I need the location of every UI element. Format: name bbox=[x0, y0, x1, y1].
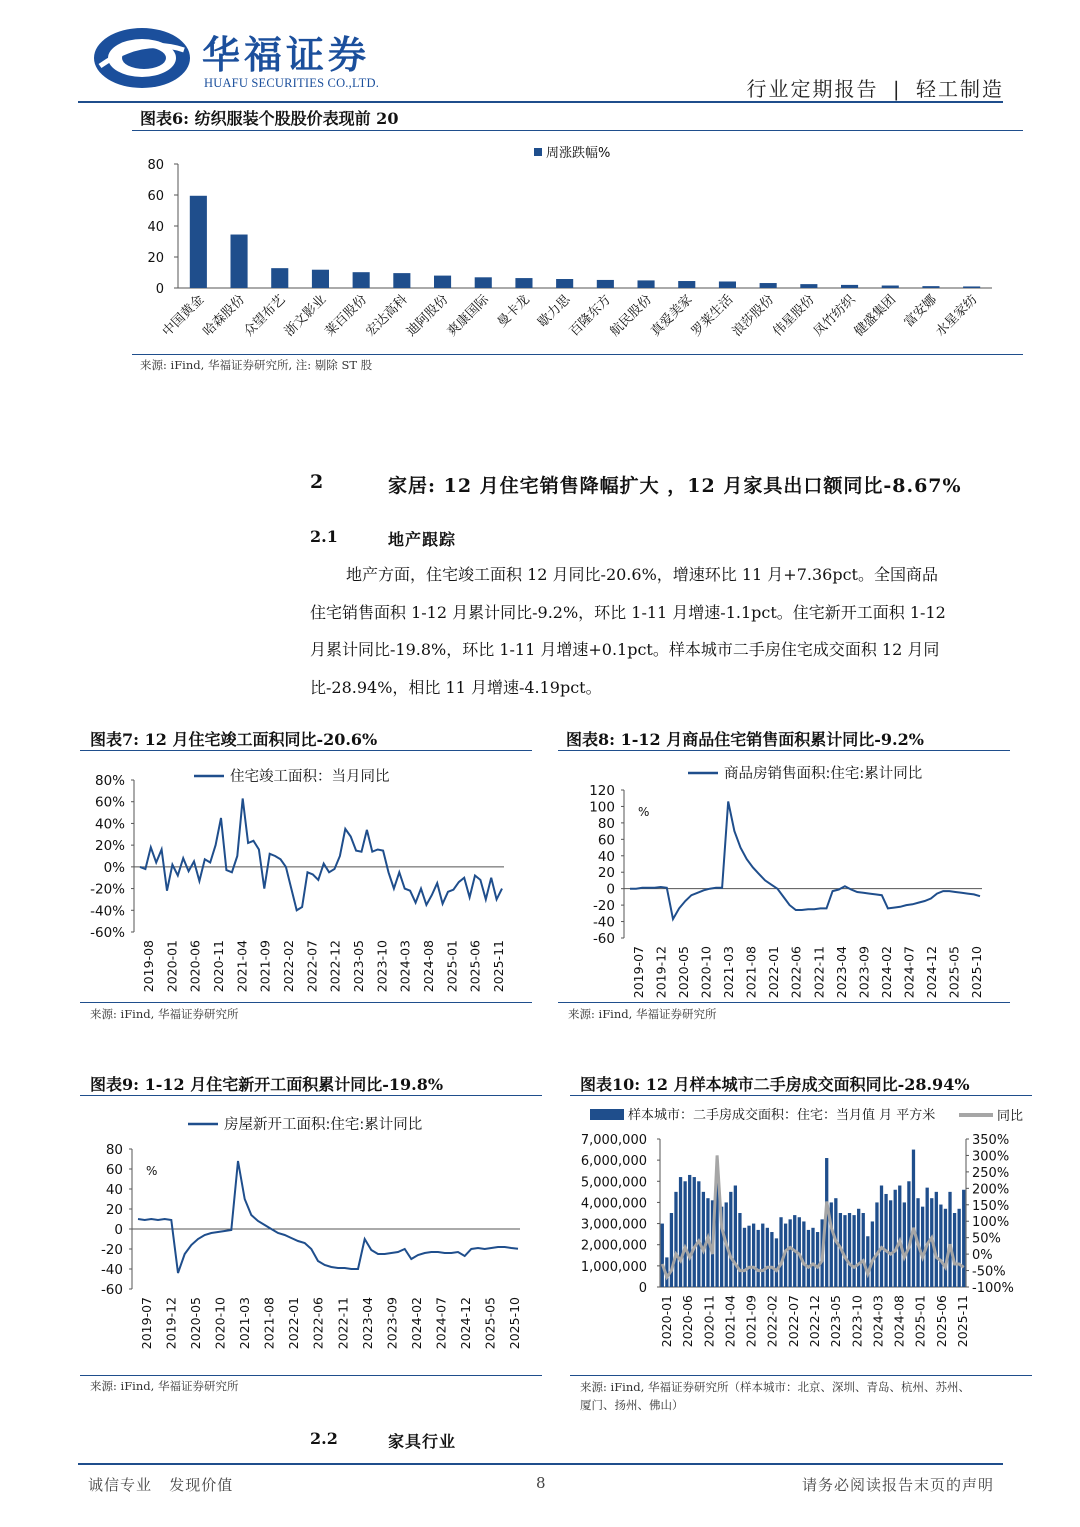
series-line bbox=[140, 799, 502, 911]
x-tick-label: 中国黄金 bbox=[159, 292, 208, 340]
x-tick-label: 2020-06 bbox=[680, 1295, 696, 1348]
bar bbox=[939, 1205, 942, 1287]
bar bbox=[597, 280, 614, 288]
y-tick-label-right: 100% bbox=[972, 1215, 1010, 1231]
y-tick-label-left: 7,000,000 bbox=[580, 1133, 647, 1148]
x-tick-label: 2023-10 bbox=[849, 1295, 865, 1348]
y-tick-label-right: -50% bbox=[972, 1264, 1006, 1280]
bar bbox=[719, 281, 736, 288]
legend-label: 同比 bbox=[997, 1109, 1024, 1124]
bar bbox=[958, 1209, 961, 1287]
x-tick-label: 2025-10 bbox=[507, 1297, 522, 1350]
bar bbox=[871, 1221, 874, 1287]
x-tick-label: 航民股份 bbox=[607, 292, 655, 340]
fig8-chart bbox=[558, 756, 1010, 1000]
fig9-chart bbox=[80, 1101, 542, 1373]
x-tick-label: 2019-12 bbox=[653, 946, 669, 999]
y-tick-label: -40 bbox=[100, 1262, 123, 1278]
y-tick-label: -20% bbox=[90, 881, 125, 898]
bar bbox=[907, 1181, 910, 1287]
y-tick-label: 120 bbox=[589, 783, 615, 799]
legend-label: 周涨跌幅% bbox=[546, 146, 611, 161]
company-name-cn: 华福证券 bbox=[202, 32, 371, 77]
fig10-chart bbox=[570, 1101, 1032, 1373]
bar bbox=[880, 1186, 883, 1287]
bar bbox=[738, 1213, 741, 1287]
y-tick-label: -40% bbox=[90, 903, 125, 920]
bar bbox=[962, 1190, 965, 1287]
legend-swatch bbox=[590, 1109, 624, 1120]
y-tick-label-left: 2,000,000 bbox=[580, 1238, 647, 1254]
x-tick-label: 2022-02 bbox=[281, 940, 296, 993]
fig7-source-rule bbox=[80, 1002, 532, 1003]
x-tick-label: 2025-05 bbox=[482, 1297, 498, 1350]
x-tick-label: 水星家纺 bbox=[933, 292, 981, 340]
report-category bbox=[747, 73, 1004, 102]
fig8-source-rule bbox=[558, 1002, 1010, 1003]
company-name-en: HUAFU SECURITIES CO.,LTD. bbox=[204, 76, 380, 90]
bar bbox=[678, 281, 695, 288]
y-tick-label-right: 50% bbox=[972, 1231, 1001, 1247]
logo-mark-icon bbox=[92, 26, 192, 90]
bar bbox=[693, 1177, 696, 1287]
x-tick-label: 真爱美家 bbox=[648, 292, 696, 340]
bar bbox=[857, 1209, 860, 1287]
y-tick-label: 0% bbox=[103, 859, 125, 876]
x-tick-label: 2024-02 bbox=[408, 1297, 424, 1350]
section2-number: 2 bbox=[310, 471, 324, 493]
y-tick-label: 20 bbox=[105, 1202, 123, 1218]
bar bbox=[935, 1192, 938, 1287]
x-tick-label: 2021-03 bbox=[237, 1297, 253, 1350]
fig8-title: 图表8: 1-12 月商品住宅销售面积累计同比-9.2% bbox=[566, 730, 924, 749]
x-tick-label: 2024-03 bbox=[397, 940, 413, 993]
x-tick-label: 2024-07 bbox=[433, 1297, 449, 1350]
x-tick-label: 2020-10 bbox=[698, 946, 714, 999]
y-tick-label: 80% bbox=[94, 773, 125, 789]
bar bbox=[271, 268, 288, 288]
y-tick-label: 60% bbox=[94, 794, 125, 811]
x-tick-label: 2021-03 bbox=[721, 946, 737, 999]
bar bbox=[761, 1224, 764, 1287]
fig6-chart bbox=[132, 136, 1022, 354]
fig10-source-line: 来源: iFind, 华福证券研究所（样本城市：北京、深圳、青岛、杭州、苏州、 bbox=[580, 1380, 970, 1394]
x-tick-label: 2025-05 bbox=[946, 946, 962, 999]
unit-label: % bbox=[146, 1164, 158, 1178]
y-tick-label-left: 1,000,000 bbox=[580, 1259, 647, 1275]
legend-label: 样本城市：二手房成交面积：住宅：当月值 月 平方米 bbox=[628, 1108, 936, 1123]
y-tick-label: -20 bbox=[100, 1242, 123, 1258]
x-tick-label: 2021-08 bbox=[743, 946, 759, 999]
bar bbox=[393, 273, 410, 288]
x-tick-label: 2023-09 bbox=[384, 1297, 400, 1350]
x-tick-label: 2020-10 bbox=[212, 1297, 228, 1350]
bar bbox=[688, 1175, 691, 1287]
x-tick-label: 2024-12 bbox=[923, 946, 939, 999]
bar bbox=[766, 1228, 769, 1287]
bar bbox=[903, 1202, 906, 1287]
y-tick-label: 60 bbox=[105, 1162, 123, 1178]
bar bbox=[894, 1190, 897, 1287]
bar bbox=[734, 1186, 737, 1287]
header-rule bbox=[78, 101, 1003, 103]
bar bbox=[775, 1238, 778, 1287]
y-tick-label: 0 bbox=[114, 1222, 123, 1238]
x-tick-label: 2021-09 bbox=[743, 1295, 759, 1348]
x-tick-label: 2019-07 bbox=[139, 1297, 154, 1350]
unit-label: % bbox=[638, 805, 650, 819]
legend-swatch bbox=[534, 148, 542, 156]
y-tick-label: -40 bbox=[592, 914, 615, 931]
y-tick-label: -20 bbox=[592, 898, 615, 915]
logo bbox=[92, 24, 402, 96]
fig10-title: 图表10: 12 月样本城市二手房成交面积同比-28.94% bbox=[580, 1075, 970, 1094]
section21-number: 2.1 bbox=[310, 527, 338, 546]
x-tick-label: 迪阿股份 bbox=[403, 292, 452, 340]
fig9-source-rule bbox=[80, 1375, 542, 1376]
bar bbox=[841, 285, 858, 288]
bar bbox=[515, 278, 532, 288]
x-tick-label: 2021-08 bbox=[261, 1297, 277, 1350]
fig6-title-rule bbox=[132, 130, 1023, 131]
x-tick-label: 2023-10 bbox=[374, 940, 390, 993]
bar bbox=[948, 1192, 951, 1287]
bar bbox=[789, 1219, 792, 1287]
legend-label: 房屋新开工面积:住宅:累计同比 bbox=[224, 1117, 423, 1133]
fig10-source-line: 厦门、扬州、佛山） bbox=[580, 1398, 684, 1412]
y-tick-label-left: 0 bbox=[638, 1281, 647, 1296]
y-tick-label-right: 350% bbox=[972, 1133, 1010, 1148]
bar bbox=[811, 1228, 814, 1287]
x-tick-label: 2022-01 bbox=[766, 946, 782, 999]
y-tick-label: 40 bbox=[597, 848, 615, 865]
bar bbox=[852, 1215, 855, 1287]
x-tick-label: 2021-04 bbox=[722, 1295, 738, 1348]
y-tick-label: 60 bbox=[147, 189, 164, 204]
y-tick-label: 0 bbox=[606, 881, 615, 898]
bar bbox=[875, 1202, 878, 1287]
legend-label: 住宅竣工面积：当月同比 bbox=[230, 769, 390, 785]
x-tick-label: 2024-07 bbox=[901, 946, 917, 999]
y-tick-label: -60 bbox=[100, 1282, 123, 1298]
fig10-title-rule bbox=[570, 1095, 1032, 1096]
bar bbox=[866, 1236, 869, 1287]
y-tick-label: 20 bbox=[147, 251, 164, 266]
fig7-title: 图表7: 12 月住宅竣工面积同比-20.6% bbox=[90, 730, 378, 749]
y-tick-label: 0 bbox=[155, 282, 164, 297]
bar bbox=[729, 1192, 732, 1287]
bar bbox=[889, 1200, 892, 1287]
x-tick-label: 2023-09 bbox=[856, 946, 872, 999]
bar bbox=[779, 1217, 782, 1287]
section2-title: 家居: 12 月住宅销售降幅扩大 ，12 月家具出口额同比-8.67% bbox=[388, 475, 962, 497]
x-tick-label: 2025-01 bbox=[444, 940, 460, 993]
bar bbox=[770, 1232, 773, 1287]
bar bbox=[760, 283, 777, 288]
bar bbox=[848, 1213, 851, 1287]
x-tick-label: 2020-11 bbox=[211, 940, 226, 993]
bar bbox=[922, 286, 939, 288]
x-tick-label: 2020-01 bbox=[164, 940, 180, 993]
x-tick-label: 歇力思 bbox=[535, 292, 574, 331]
fig7-source: 来源: iFind, 华福证券研究所 bbox=[90, 1007, 239, 1021]
y-tick-label: -60 bbox=[592, 931, 615, 947]
header-separator: | bbox=[892, 77, 902, 101]
fig7-chart bbox=[80, 756, 532, 1000]
bar bbox=[747, 1226, 750, 1287]
fig9-title-rule bbox=[80, 1095, 542, 1096]
x-tick-label: 2022-11 bbox=[811, 946, 827, 999]
bar bbox=[882, 286, 899, 288]
x-tick-label: 健盛集团 bbox=[851, 292, 900, 340]
bar bbox=[190, 196, 207, 288]
bar bbox=[353, 272, 370, 288]
bar bbox=[670, 1213, 673, 1287]
fig6-source: 来源: iFind, 华福证券研究所, 注: 剔除 ST 股 bbox=[140, 358, 373, 372]
para-line: 地产方面，住宅竣工面积 12 月同比-20.6%，增速环比 11 月+7.36pct。全国商品 bbox=[346, 565, 938, 584]
x-tick-label: 2020-05 bbox=[676, 946, 692, 999]
x-tick-label: 莱百股份 bbox=[322, 292, 370, 340]
y-tick-label-left: 6,000,000 bbox=[580, 1154, 647, 1170]
x-tick-label: 宏达高科 bbox=[363, 292, 411, 340]
x-tick-label: 2021-09 bbox=[257, 940, 273, 993]
y-tick-label-left: 4,000,000 bbox=[580, 1196, 647, 1212]
y-tick-label: 40 bbox=[105, 1182, 123, 1198]
bar bbox=[475, 277, 492, 288]
x-tick-label: 2025-11 bbox=[491, 940, 506, 993]
y-tick-label-right: -100% bbox=[972, 1281, 1014, 1296]
bar bbox=[638, 280, 655, 288]
bar bbox=[800, 284, 817, 288]
fig9-title: 图表9: 1-12 月住宅新开工面积累计同比-19.8% bbox=[90, 1075, 444, 1094]
bar bbox=[702, 1192, 705, 1287]
y-tick-label: 40% bbox=[94, 816, 125, 833]
x-tick-label: 2019-08 bbox=[141, 940, 156, 993]
x-tick-label: 2019-07 bbox=[631, 946, 646, 999]
para-line: 比-28.94%，相比 11 月增速-4.19pct。 bbox=[310, 677, 602, 697]
x-tick-label: 2020-01 bbox=[659, 1295, 674, 1348]
y-tick-label-right: 150% bbox=[972, 1198, 1010, 1214]
bar bbox=[757, 1230, 760, 1287]
section21-paragraph bbox=[310, 556, 1010, 706]
x-tick-label: 2022-12 bbox=[807, 1295, 822, 1348]
x-tick-label: 2022-02 bbox=[764, 1295, 780, 1348]
x-tick-label: 2020-06 bbox=[187, 940, 203, 993]
x-tick-label: 哈森股份 bbox=[200, 292, 248, 340]
para-line: 住宅销售面积 1-12 月累计同比-9.2%，环比 1-11 月增速-1.1pct。住宅新开工面积 1-12 bbox=[310, 602, 946, 622]
x-tick-label: 2019-12 bbox=[163, 1297, 179, 1350]
x-tick-label: 富安娜 bbox=[901, 292, 940, 331]
y-tick-label-left: 3,000,000 bbox=[580, 1217, 647, 1233]
x-tick-label: 百隆东方 bbox=[566, 292, 615, 340]
footer-slogan: 诚信专业 发现价值 bbox=[88, 1476, 234, 1494]
series-line bbox=[138, 1161, 518, 1273]
bar bbox=[944, 1209, 947, 1287]
bar bbox=[679, 1177, 682, 1287]
para-line: 月累计同比-19.8%，环比 1-11 月增速+0.1pct。样本城市二手房住宅成交面积 12 月同 bbox=[310, 640, 940, 659]
bar bbox=[926, 1188, 929, 1287]
x-tick-label: 2022-12 bbox=[327, 940, 343, 993]
fig9-source: 来源: iFind, 华福证券研究所 bbox=[90, 1379, 239, 1393]
bar bbox=[697, 1181, 700, 1287]
x-tick-label: 2020-11 bbox=[701, 1295, 717, 1348]
x-tick-label: 2022-07 bbox=[785, 1295, 801, 1348]
x-tick-label: 伟星股份 bbox=[770, 292, 818, 340]
x-tick-label: 2025-06 bbox=[467, 940, 483, 993]
x-tick-label: 2023-05 bbox=[351, 940, 366, 993]
y-tick-label-right: 250% bbox=[972, 1165, 1010, 1181]
footer-disclaimer: 请务必阅读报告末页的声明 bbox=[801, 1476, 994, 1494]
bar bbox=[556, 279, 573, 288]
page-number: 8 bbox=[536, 1474, 547, 1492]
bar bbox=[743, 1228, 746, 1287]
y-tick-label: 100 bbox=[589, 799, 615, 816]
x-tick-label: 2022-07 bbox=[304, 940, 320, 993]
y-tick-label-right: 0% bbox=[972, 1248, 993, 1264]
fig6-title: 图表6: 纺织服装个股股价表现前 20 bbox=[140, 109, 399, 128]
bar bbox=[683, 1181, 686, 1287]
x-tick-label: 2024-08 bbox=[421, 940, 436, 993]
y-tick-label: 20 bbox=[597, 865, 615, 882]
bar bbox=[843, 1215, 846, 1287]
x-tick-label: 2025-11 bbox=[955, 1295, 970, 1348]
x-tick-label: 2025-10 bbox=[969, 946, 984, 999]
x-tick-label: 2024-02 bbox=[878, 946, 894, 999]
y-tick-label: 80 bbox=[597, 815, 615, 832]
y-tick-label: 80 bbox=[105, 1142, 123, 1158]
y-tick-label-right: 300% bbox=[972, 1149, 1010, 1165]
fig7-title-rule bbox=[80, 750, 532, 751]
bar bbox=[912, 1150, 915, 1287]
x-tick-label: 2025-06 bbox=[933, 1295, 949, 1348]
x-tick-label: 凤竹纺织 bbox=[810, 292, 859, 340]
fig10-source bbox=[580, 1378, 970, 1414]
x-tick-label: 爽康国际 bbox=[444, 292, 493, 340]
x-tick-label: 浪莎股份 bbox=[729, 292, 777, 340]
y-tick-label: 60 bbox=[597, 832, 615, 849]
bar bbox=[953, 1213, 956, 1287]
x-tick-label: 2024-08 bbox=[891, 1295, 907, 1348]
x-tick-label: 2023-05 bbox=[828, 1295, 844, 1348]
section22-title: 家具行业 bbox=[388, 1432, 457, 1451]
x-tick-label: 2022-06 bbox=[310, 1297, 326, 1350]
y-tick-label-left: 5,000,000 bbox=[580, 1175, 647, 1191]
y-tick-label: 80 bbox=[147, 158, 164, 173]
fig8-source: 来源: iFind, 华福证券研究所 bbox=[568, 1007, 717, 1021]
x-tick-label: 2025-01 bbox=[912, 1295, 928, 1348]
y-tick-label-right: 200% bbox=[972, 1182, 1010, 1198]
bar bbox=[862, 1213, 865, 1287]
bar bbox=[816, 1232, 819, 1287]
report-type: 行业定期报告 bbox=[746, 77, 879, 101]
bar bbox=[674, 1192, 677, 1287]
y-tick-label: 40 bbox=[147, 220, 164, 235]
bar bbox=[661, 1224, 664, 1287]
x-tick-label: 2023-04 bbox=[833, 946, 849, 999]
x-tick-label: 浙文影业 bbox=[281, 292, 330, 340]
bar bbox=[963, 286, 980, 288]
x-tick-label: 2024-03 bbox=[870, 1295, 886, 1348]
x-tick-label: 2024-12 bbox=[457, 1297, 473, 1350]
x-tick-label: 2022-06 bbox=[788, 946, 804, 999]
x-tick-label: 2022-11 bbox=[335, 1297, 351, 1350]
series-line bbox=[630, 802, 980, 920]
fig10-source-rule bbox=[570, 1375, 1032, 1376]
bar bbox=[434, 276, 451, 288]
bar bbox=[884, 1194, 887, 1287]
section21-title: 地产跟踪 bbox=[388, 530, 457, 549]
y-tick-label: -60% bbox=[90, 925, 125, 941]
x-tick-label: 罗莱生活 bbox=[688, 292, 737, 340]
fig8-title-rule bbox=[558, 750, 1010, 751]
footer-rule bbox=[78, 1463, 1003, 1465]
x-tick-label: 众望布艺 bbox=[241, 292, 289, 340]
bar bbox=[921, 1207, 924, 1287]
fig6-source-rule bbox=[132, 354, 1023, 355]
industry-name: 轻工制造 bbox=[916, 77, 1004, 101]
x-tick-label: 2022-01 bbox=[286, 1297, 302, 1350]
y-tick-label: 20% bbox=[94, 838, 125, 855]
bar bbox=[898, 1186, 901, 1287]
bar bbox=[231, 235, 248, 288]
bar bbox=[802, 1221, 805, 1287]
x-tick-label: 2021-04 bbox=[234, 940, 250, 993]
bar bbox=[312, 270, 329, 288]
bar bbox=[807, 1230, 810, 1287]
bar bbox=[752, 1224, 755, 1287]
x-tick-label: 曼卡龙 bbox=[494, 292, 533, 331]
x-tick-label: 2023-04 bbox=[359, 1297, 375, 1350]
x-tick-label: 2020-05 bbox=[188, 1297, 204, 1350]
legend-label: 商品房销售面积:住宅:累计同比 bbox=[724, 766, 923, 782]
section22-number: 2.2 bbox=[310, 1429, 338, 1448]
